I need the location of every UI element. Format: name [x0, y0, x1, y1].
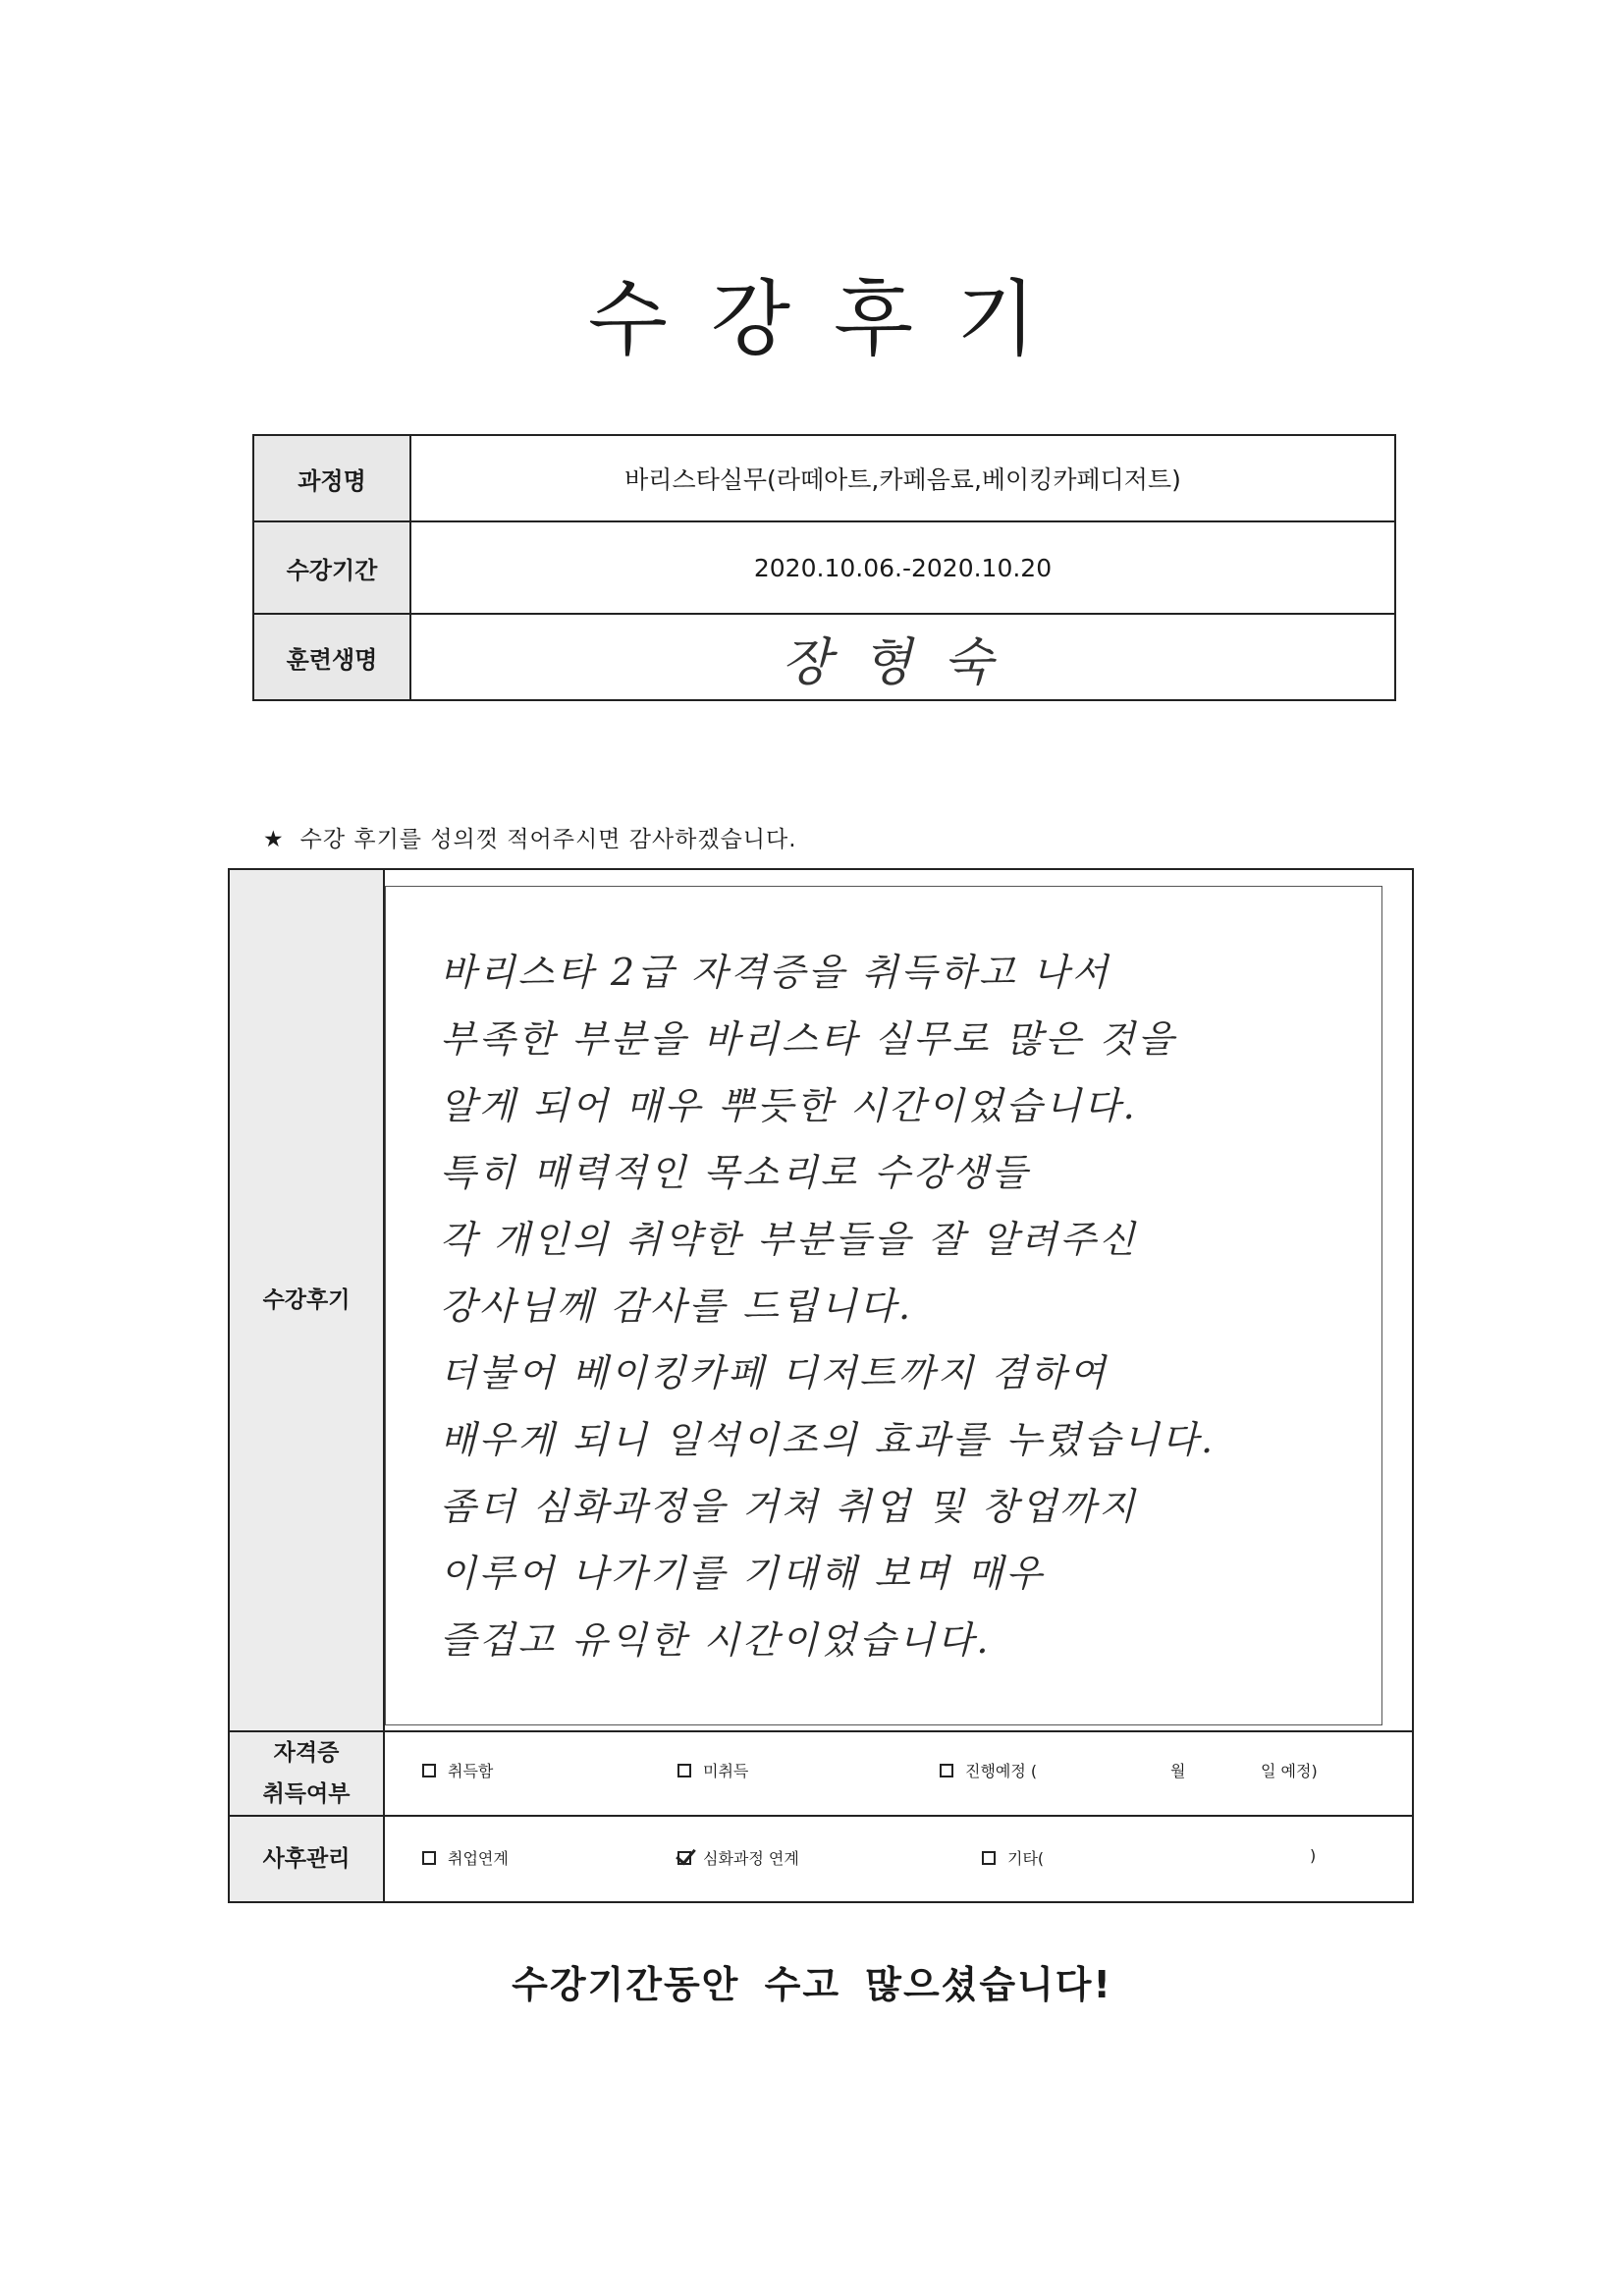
- review-line: 각 개인의 취약한 부분들을 잘 알려주신: [440, 1218, 1138, 1261]
- aftercare-option-other[interactable]: 기타(: [982, 1846, 1044, 1869]
- review-line: 강사님께 감사를 드립니다.: [440, 1285, 914, 1328]
- cert-option-planned[interactable]: 진행예정 (: [940, 1759, 1037, 1781]
- instruction-note: [263, 821, 797, 853]
- aftercare-label: 사후관리: [229, 1816, 384, 1902]
- review-line: 이루어 나가기를 기대해 보며 매우: [440, 1552, 1046, 1595]
- course-info-table: [252, 434, 1396, 701]
- aftercare-option-advanced[interactable]: 심화과정 연계: [677, 1846, 799, 1869]
- checkbox-icon[interactable]: [422, 1851, 436, 1865]
- cert-option-not-obtained[interactable]: 미취득: [677, 1759, 748, 1781]
- checkbox-icon[interactable]: [677, 1764, 691, 1777]
- certificate-label: 자격증 취득여부: [229, 1731, 384, 1816]
- checkbox-icon[interactable]: [940, 1764, 953, 1777]
- closing-message: 수강기간동안 수고 많으셨습니다!: [512, 1963, 1112, 2006]
- trainee-label: 훈련생명: [253, 614, 410, 700]
- aftercare-other-close: ): [1310, 1846, 1317, 1865]
- review-label: 수강후기: [229, 869, 384, 1731]
- aftercare-options: [384, 1816, 1413, 1902]
- review-line: 좀더 심화과정을 거쳐 취업 및 창업까지: [440, 1485, 1138, 1528]
- review-line: 바리스타 2급 자격증을 취득하고 나서: [440, 951, 1111, 994]
- review-handwritten-text: [440, 939, 1216, 1673]
- period-label: 수강기간: [253, 521, 410, 614]
- checkbox-checked-icon[interactable]: [677, 1851, 691, 1865]
- trainee-signature: [410, 614, 1395, 700]
- checkbox-icon[interactable]: [982, 1851, 996, 1865]
- course-name-label: 과정명: [253, 435, 410, 521]
- cert-option-obtained[interactable]: 취득함: [422, 1759, 493, 1781]
- instruction-text: 수강 후기를 성의껏 적어주시면 감사하겠습니다.: [299, 827, 797, 852]
- trainee-name-handwritten: 장형숙: [782, 632, 1024, 692]
- course-name-value: 바리스타실무(라떼아트,카페음료,베이킹카페디저트): [410, 435, 1395, 521]
- cert-day-label: 일 예정): [1261, 1762, 1318, 1780]
- review-line: 즐겁고 유익한 시간이었습니다.: [440, 1618, 992, 1662]
- review-line: 알게 되어 매우 뿌듯한 시간이었습니다.: [440, 1084, 1138, 1127]
- period-value: 2020.10.06.-2020.10.20: [410, 521, 1395, 614]
- review-table: [228, 868, 1414, 1903]
- checkbox-icon[interactable]: [422, 1764, 436, 1777]
- review-body: [384, 869, 1413, 1731]
- aftercare-option-employment[interactable]: 취업연계: [422, 1846, 509, 1869]
- page-title: 수강후기: [587, 271, 1080, 367]
- review-line: 더불어 베이킹카페 디저트까지 겸하여: [440, 1351, 1109, 1394]
- review-line: 부족한 부분을 바리스타 실무로 많은 것을: [440, 1017, 1177, 1061]
- review-line: 배우게 되니 일석이조의 효과를 누렸습니다.: [440, 1418, 1217, 1461]
- cert-month-label: 월: [1170, 1762, 1186, 1780]
- certificate-options: [384, 1731, 1413, 1816]
- star-icon: ★: [263, 827, 285, 852]
- review-line: 특히 매력적인 목소리로 수강생들: [440, 1151, 1031, 1194]
